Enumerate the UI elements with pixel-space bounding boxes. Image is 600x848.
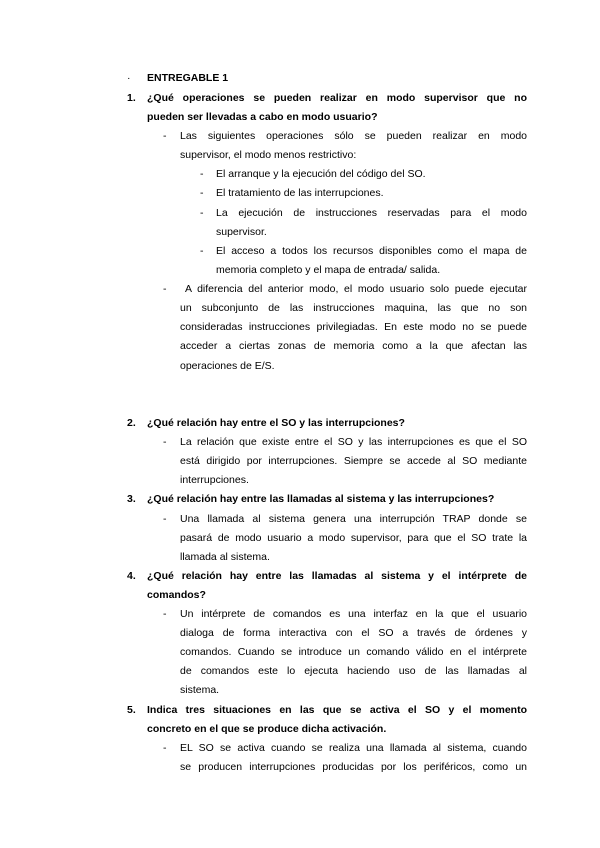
q1-bullet2-line3: consideradas instrucciones privilegiadas. En este modo no se puede — [180, 321, 527, 333]
q2-number: 2. — [127, 417, 136, 429]
q3-answer-marker: - — [163, 513, 167, 525]
q1-question-line2: pueden ser llevadas a cabo en modo usuario? — [147, 111, 378, 123]
q1-sub2-line1: El tratamiento de las interrupciones. — [216, 187, 384, 199]
q4-answer-marker: - — [163, 608, 167, 620]
q2-answer-line2: está dirigido por interrupciones. Siempre se accede al SO mediante — [180, 455, 527, 467]
q4-number: 4. — [127, 570, 136, 582]
q4-answer-line5: sistema. — [180, 684, 220, 696]
q1-bullet2-line5: operaciones de E/S. — [180, 360, 275, 372]
q1-sub4-marker: - — [200, 245, 204, 257]
q5-answer-marker: - — [163, 742, 167, 754]
q1-bullet2-marker: - — [163, 283, 167, 295]
q2-answer-marker: - — [163, 436, 167, 448]
q4-answer-line3: comandos. Cuando se introduce un comando válido en el intérprete — [180, 646, 527, 658]
document-title: ENTREGABLE 1 — [147, 72, 229, 84]
q1-sub3-line2: supervisor. — [216, 226, 267, 238]
q4-question-line1: ¿Qué relación hay entre las llamadas al sistema y el intérprete de — [147, 570, 527, 582]
q2-question: ¿Qué relación hay entre el SO y las interrupciones? — [147, 417, 405, 429]
q1-question-line1: ¿Qué operaciones se pueden realizar en modo supervisor que no — [147, 92, 527, 104]
q1-bullet2-line4: acceder a ciertas zonas de memoria como a la que afectan las — [180, 340, 527, 352]
header-bullet: · — [127, 72, 131, 84]
q3-question: ¿Qué relación hay entre las llamadas al sistema y las interrupciones? — [147, 493, 495, 505]
q5-question-line1: Indica tres situaciones en las que se activa el SO y el momento — [147, 704, 527, 716]
q1-sub4-line2: memoria completo y el mapa de entrada/ salida. — [216, 264, 441, 276]
q5-number: 5. — [127, 704, 136, 716]
q1-sub3-line1: La ejecución de instrucciones reservadas para el modo — [216, 207, 527, 219]
q3-answer-line1: Una llamada al sistema genera una interrupción TRAP donde se — [180, 513, 527, 525]
q1-bullet1-line2: supervisor, el modo menos restrictivo: — [180, 149, 357, 161]
q1-sub1-line1: El arranque y la ejecución del código del SO. — [216, 168, 426, 180]
q1-bullet2-line1: A diferencia del anterior modo, el modo usuario solo puede ejecutar — [185, 283, 527, 295]
q4-answer-line2: dialoga de forma interactiva con el SO a través de órdenes y — [180, 627, 527, 639]
q1-sub2-marker: - — [200, 187, 204, 199]
q5-answer-line1: EL SO se activa cuando se realiza una llamada al sistema, cuando — [180, 742, 527, 754]
q5-answer-line2: se producen interrupciones producidas por los periféricos, como un — [180, 761, 527, 773]
q1-sub1-marker: - — [200, 168, 204, 180]
q4-answer-line4: de comandos este lo ejecuta haciendo uso de las llamadas al — [180, 665, 527, 677]
q1-bullet2-line2: un subconjunto de las instrucciones maquina, las que no son — [180, 302, 527, 314]
q3-answer-line3: llamada al sistema. — [180, 551, 270, 563]
q1-bullet1-line1: Las siguientes operaciones sólo se pueden realizar en modo — [180, 130, 527, 142]
q3-answer-line2: pasará de modo usuario a modo supervisor, para que el SO trate la — [180, 532, 527, 544]
q2-answer-line3: interrupciones. — [180, 474, 249, 486]
q1-sub4-line1: El acceso a todos los recursos disponibles como el mapa de — [216, 245, 527, 257]
q4-question-line2: comandos? — [147, 589, 206, 601]
q4-answer-line1: Un intérprete de comandos es una interfaz en la que el usuario — [180, 608, 527, 620]
q5-question-line2: concreto en el que se produce dicha activación. — [147, 723, 387, 735]
q1-number: 1. — [127, 92, 136, 104]
q1-bullet1-marker: - — [163, 130, 167, 142]
q2-answer-line1: La relación que existe entre el SO y las interrupciones es que el SO — [180, 436, 527, 448]
q1-sub3-marker: - — [200, 207, 204, 219]
q3-number: 3. — [127, 493, 136, 505]
